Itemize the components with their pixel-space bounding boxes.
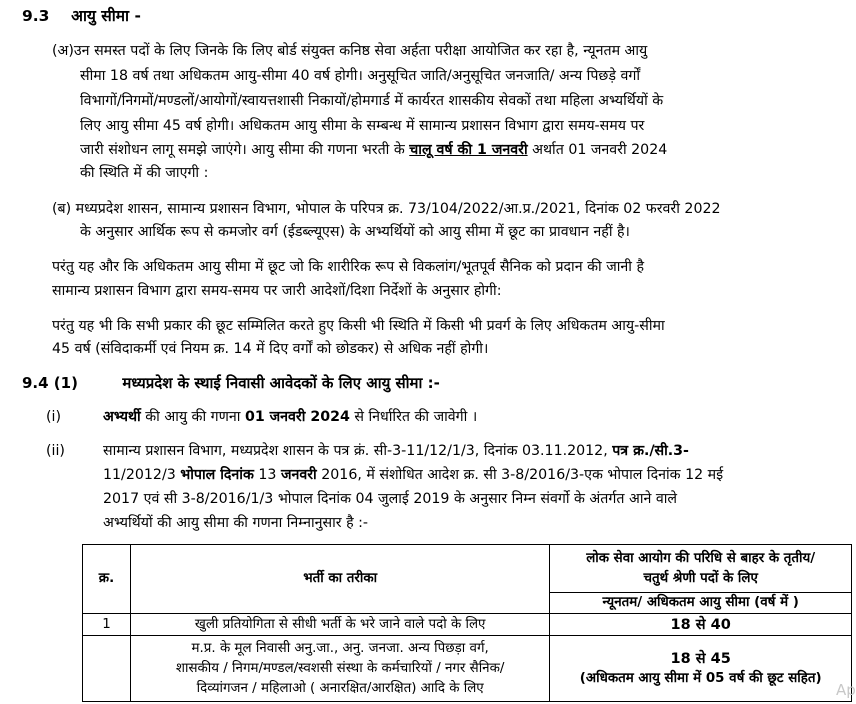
row-method-line-3: दिव्यांगजन / महिलाओ ( अनारक्षित/आरक्षित) आदि के लिए <box>196 680 484 696</box>
header-sno: क्र. <box>83 545 131 614</box>
clause-a-line-4: लिए आयु सीमा 45 वर्ष होगी। अधिकतम आयु सीमा के सम्बन्ध में सामान्य प्रशासन विभाग द्वारा समय-समय पर <box>80 118 645 134</box>
clause-a-text: जारी संशोधन लागू समझे जाएंगे। आयु सीमा की गणना भरती के <box>80 142 405 158</box>
clause-a-text-end: अर्थात 01 जनवरी 2024 <box>532 142 668 158</box>
item-i-mid: की आयु की गणना <box>145 409 241 425</box>
row-age <box>550 636 852 702</box>
row-age-range: 18 से 45 <box>670 650 731 667</box>
row-age: 18 से 40 <box>550 614 852 636</box>
header-method: भर्ती का तरीका <box>130 545 549 614</box>
section-title: मध्यप्रदेश के स्थाई निवासी आवेदकों के लिए आयु सीमा :- <box>122 374 440 392</box>
row-method-line-2: शासकीय / निगम/मण्डल/स्वशसी संस्था के कर्मचारियों / नगर सैनिक/ <box>175 660 505 676</box>
calculation-date: 01 जनवरी 2024 <box>244 409 350 425</box>
proviso-2-line-1: परंतु यह भी कि सभी प्रकार की छूट सम्मिलित करते हुए किसी भी स्थिति में किसी भी प्रवर्ग के लिए अधिकतम आयु-सीमा <box>52 318 665 334</box>
row-sno: 1 <box>83 614 131 636</box>
row-method-line-1: म.प्र. के मूल निवासी अनु.जा., अनु. जनजा. अन्य पिछड़ा वर्ग, <box>191 640 489 656</box>
header-category-line-2: चतुर्थ श्रेणी पदों के लिए <box>643 570 758 586</box>
clause-a-line-1: (अ)उन समस्त पदों के लिए जिनके कि लिए बोर्ड संयुक्त कनिष्ठ सेवा अर्हता परीक्षा आयोजित कर रहा है, न्यूनतम आयु <box>52 43 648 59</box>
section-title: आयु सीमा - <box>71 7 141 25</box>
section-9-4-heading <box>22 373 440 394</box>
table-header-row <box>83 545 852 593</box>
item-ii-line-1 <box>103 441 689 462</box>
header-category-line-1: लोक सेवा आयोग की परिधि से बाहर के तृतीय/ <box>586 550 816 566</box>
candidate-word: अभ्यर्थी <box>103 409 141 425</box>
item-ii-line-2 <box>103 465 723 486</box>
clause-b-line-1: (ब) मध्यप्रदेश शासन, सामान्य प्रशासन विभाग, भोपाल के परिपत्र क्र. 73/104/2022/आ.प्र./2021, दिनांक 02 फरवरी 2022 <box>52 201 721 217</box>
letter-ref: पत्र क्र./सी.3- <box>612 443 689 459</box>
watermark-text: Ap <box>836 681 856 699</box>
clause-a-line-2: सीमा 18 वर्ष तथा अधिकतम आयु-सीमा 40 वर्ष होगी। अनुसूचित जाति/अनुसूचित जनजाति/ अन्य पिछड़े वर्गों <box>80 68 641 84</box>
row-age-note: (अधिकतम आयु सीमा में 05 वर्ष की छूट सहित) <box>579 670 822 686</box>
item-ii-text-2: 2016, में संशोधित आदेश क्र. सी 3-8/2016/3-एक भोपाल दिनांक 12 मई <box>321 467 724 483</box>
section-number: 9.4 (1) <box>22 374 78 392</box>
item-ii-line-3: 2017 एवं सी 3-8/2016/1/3 भोपाल दिनांक 04 जुलाई 2019 के अनुसार निम्न संवर्गो के अंतर्गत आने वाले <box>103 491 678 507</box>
clause-a-line-3: विभागों/निगमों/मण्डलों/आयोगों/स्वायत्तशासी निकायों/होमगार्ड में कार्यरत शासकीय सेवकों तथा महिला अभ्यर्थियों के <box>80 93 664 109</box>
bhopal-date-label: भोपाल दिनांक <box>180 467 254 483</box>
row-method <box>130 636 549 702</box>
clause-a-line-5 <box>80 140 667 161</box>
header-age-limit: न्यूनतम/ अधिकतम आयु सीमा (वर्ष में ) <box>550 593 852 614</box>
date-day: 13 <box>258 467 277 483</box>
row-method: खुली प्रतियोगिता से सीधी भर्ती के भरे जाने वाले पदो के लिए <box>130 614 549 636</box>
clause-b-line-2: के अनुसार आर्थिक रूप से कमजोर वर्ग (ईडब्ल्यूएस) के अभ्यर्थियों को आयु सीमा में छूट का प्रावधान नहीं है। <box>80 224 630 240</box>
age-reference-date: चालू वर्ष की 1 जनवरी <box>409 142 528 158</box>
item-i-end: से निर्धारित की जावेगी । <box>354 409 478 425</box>
age-limit-table <box>82 544 852 702</box>
item-i-label: (i) <box>46 409 62 425</box>
table-row <box>83 614 852 636</box>
item-ii-text: सामान्य प्रशासन विभाग, मध्यप्रदेश शासन के पत्र क्रं. सी-3-11/12/1/3, दिनांक 03.11.2012, <box>103 443 608 459</box>
proviso-2-line-2: 45 वर्ष (संविदाकर्मी एवं नियम क्र. 14 में दिए वर्गों को छोडकर) से अधिक नहीं होगी। <box>52 341 489 357</box>
item-i-text <box>103 407 477 428</box>
clause-a-line-6: की स्थिति में की जाएगी : <box>80 165 209 181</box>
date-month: जनवरी <box>280 467 317 483</box>
section-number: 9.3 <box>22 7 50 25</box>
item-ii-label: (ii) <box>46 443 65 459</box>
section-9-3-heading <box>22 6 141 27</box>
item-ii-ref: 11/2012/3 <box>103 467 176 483</box>
row-sno <box>83 636 131 702</box>
item-ii-line-4: अभ्यर्थियों की आयु सीमा की गणना निम्नानुसार है :- <box>103 515 369 531</box>
proviso-1-line-2: सामान्य प्रशासन विभाग द्वारा समय-समय पर जारी आदेशों/दिशा निर्देशों के अनुसार होगी: <box>52 283 502 299</box>
proviso-1-line-1: परंतु यह और कि अधिकतम आयु सीमा में छूट जो कि शारीरिक रूप से विकलांग/भूतपूर्व सैनिक को प्रदान की जानी है <box>52 259 644 275</box>
header-category <box>550 545 852 593</box>
table-row <box>83 636 852 702</box>
